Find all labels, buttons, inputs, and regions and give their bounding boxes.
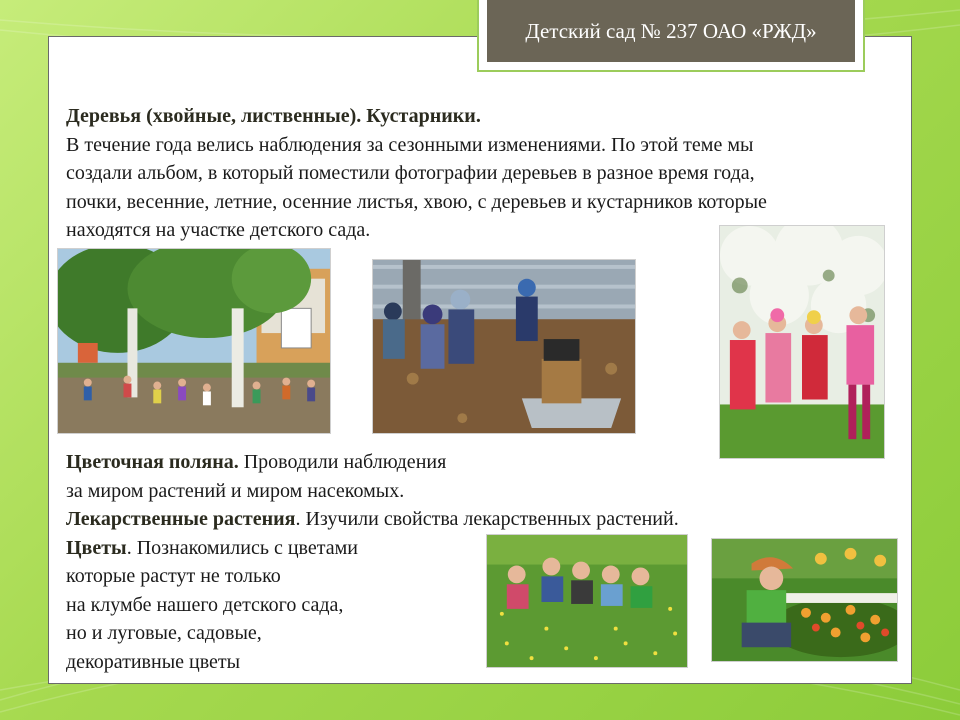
trees-line-3: почки, весенние, летние, осенние листья, хвою, с деревьев и кустарников которые — [66, 190, 767, 213]
flower-meadow-heading: Цветочная поляна. — [66, 451, 239, 473]
flowers-heading: Цветы — [66, 536, 127, 559]
flower-meadow-text: Проводили наблюдения — [238, 451, 447, 473]
title-frame — [477, 0, 865, 72]
trees-heading: Деревья (хвойные, лиственные). Кустарники. — [66, 105, 481, 127]
photo-children-meadow — [486, 534, 688, 668]
flowers-line-5: декоративные цветы — [66, 650, 241, 673]
photo-girls-blossom — [719, 225, 885, 459]
flowers-line-3: на клумбе нашего детского сада, — [66, 593, 344, 616]
trees-paragraph — [66, 102, 916, 245]
medicinal-plants-heading: Лекарственные растения — [66, 508, 296, 530]
trees-line-1: В течение года велись наблюдения за сезонными изменениями. По этой теме мы — [66, 133, 754, 156]
photo-children-leaves — [372, 259, 636, 434]
flowers-line-4: но и луговые, садовые, — [66, 622, 262, 644]
page-title — [487, 0, 855, 62]
trees-line-2: создали альбом, в который поместили фотографии деревьев в разное время года, — [66, 162, 755, 184]
medicinal-plants-text: . Изучили свойства лекарственных растений. — [295, 508, 679, 530]
flowers-text: . Познакомились с цветами — [126, 536, 358, 559]
photo-boy-flowerbed — [711, 538, 898, 662]
trees-line-4: находятся на участке детского сада. — [66, 219, 371, 241]
flower-meadow-line-2: за миром растений и миром насекомых. — [66, 479, 405, 502]
photo-children-running — [57, 248, 331, 434]
flowers-line-2: которые растут не только — [66, 565, 281, 587]
page-title-text: Детский сад № 237 ОАО «РЖД» — [525, 18, 817, 43]
